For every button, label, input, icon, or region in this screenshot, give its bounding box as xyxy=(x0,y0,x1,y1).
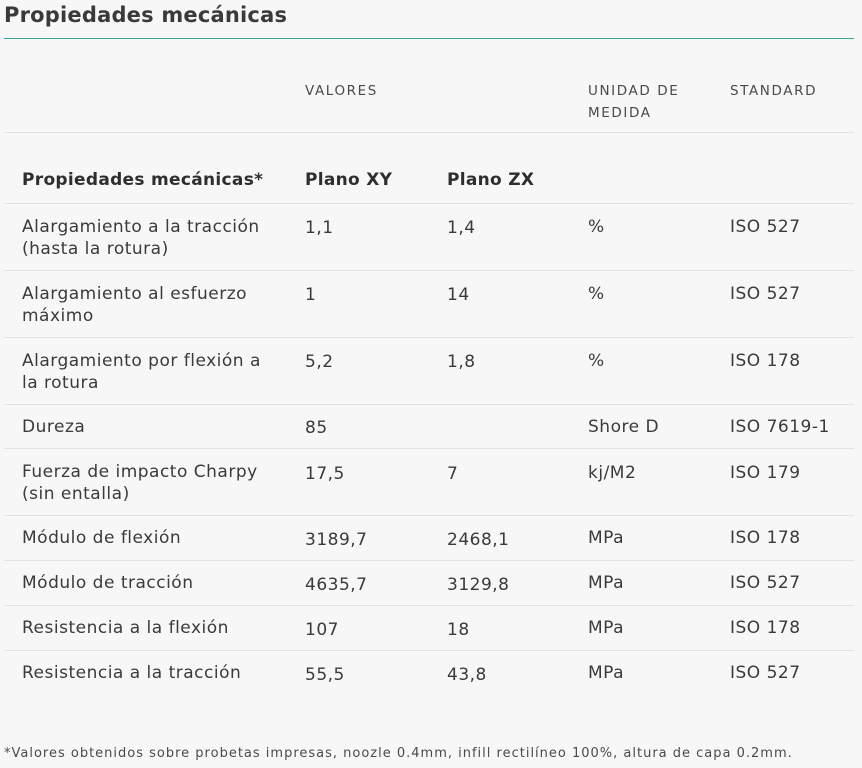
standard: ISO 7619-1 xyxy=(730,417,830,437)
value-plano-zx: 43,8 xyxy=(447,665,487,685)
table-row xyxy=(4,516,854,561)
standard: ISO 178 xyxy=(730,351,801,371)
unit: MPa xyxy=(588,618,625,638)
table-row xyxy=(4,606,854,651)
value-plano-zx: 18 xyxy=(447,620,470,640)
unit: Shore D xyxy=(588,417,660,437)
property-name: Alargamiento a la tracción (hasta la rotura) xyxy=(22,217,260,259)
property-name: Fuerza de impacto Charpy (sin entalla) xyxy=(22,462,258,504)
table-subheader-row xyxy=(4,160,854,204)
standard: ISO 527 xyxy=(730,663,801,683)
value-plano-xy: 1 xyxy=(305,285,317,305)
unit: MPa xyxy=(588,663,625,683)
value-plano-xy: 1,1 xyxy=(305,218,334,238)
value-plano-zx: 2468,1 xyxy=(447,530,510,550)
standard: ISO 178 xyxy=(730,618,801,638)
table-row xyxy=(4,651,854,695)
table-row xyxy=(4,271,854,338)
value-plano-zx: 1,4 xyxy=(447,218,476,238)
unit: kj/M2 xyxy=(588,463,637,483)
header-valores: VALORES xyxy=(305,83,378,99)
table-row xyxy=(4,449,854,516)
unit: % xyxy=(588,217,605,237)
value-plano-xy: 85 xyxy=(305,418,328,438)
property-name: Módulo de tracción xyxy=(22,573,194,593)
subheader-property: Propiedades mecánicas* xyxy=(22,170,264,190)
value-plano-zx: 7 xyxy=(447,464,459,484)
value-plano-zx: 14 xyxy=(447,285,470,305)
header-unidad-de-medida: UNIDAD DE MEDIDA xyxy=(588,83,680,121)
standard: ISO 178 xyxy=(730,528,801,548)
property-name: Resistencia a la tracción xyxy=(22,663,242,683)
value-plano-zx: 1,8 xyxy=(447,352,476,372)
standard: ISO 527 xyxy=(730,284,801,304)
value-plano-zx: 3129,8 xyxy=(447,575,510,595)
standard: ISO 527 xyxy=(730,573,801,593)
unit: % xyxy=(588,284,605,304)
value-plano-xy: 3189,7 xyxy=(305,530,368,550)
table-row xyxy=(4,338,854,405)
value-plano-xy: 4635,7 xyxy=(305,575,368,595)
subheader-plano-xy: Plano XY xyxy=(305,170,393,190)
page-title: Propiedades mecánicas xyxy=(4,3,288,27)
unit: MPa xyxy=(588,528,625,548)
properties-table-body xyxy=(4,204,854,695)
header-standard: STANDARD xyxy=(730,83,818,99)
property-name: Alargamiento por flexión a la rotura xyxy=(22,351,261,393)
subheader-plano-zx: Plano ZX xyxy=(447,170,535,190)
standard: ISO 527 xyxy=(730,217,801,237)
value-plano-xy: 5,2 xyxy=(305,352,334,372)
property-name: Módulo de flexión xyxy=(22,528,182,548)
footnote: *Valores obtenidos sobre probetas impresas, noozle 0.4mm, infill rectilíneo 100%, altura de capa 0.2mm. xyxy=(4,746,793,761)
table-row xyxy=(4,561,854,606)
property-name: Dureza xyxy=(22,417,86,437)
table-header-row xyxy=(4,80,854,133)
unit: MPa xyxy=(588,573,625,593)
value-plano-xy: 107 xyxy=(305,620,339,640)
unit: % xyxy=(588,351,605,371)
value-plano-xy: 55,5 xyxy=(305,665,345,685)
standard: ISO 179 xyxy=(730,463,801,483)
table-row xyxy=(4,204,854,271)
property-name: Resistencia a la flexión xyxy=(22,618,229,638)
title-divider xyxy=(4,38,854,39)
value-plano-xy: 17,5 xyxy=(305,464,345,484)
table-row xyxy=(4,405,854,449)
property-name: Alargamiento al esfuerzo máximo xyxy=(22,284,248,326)
